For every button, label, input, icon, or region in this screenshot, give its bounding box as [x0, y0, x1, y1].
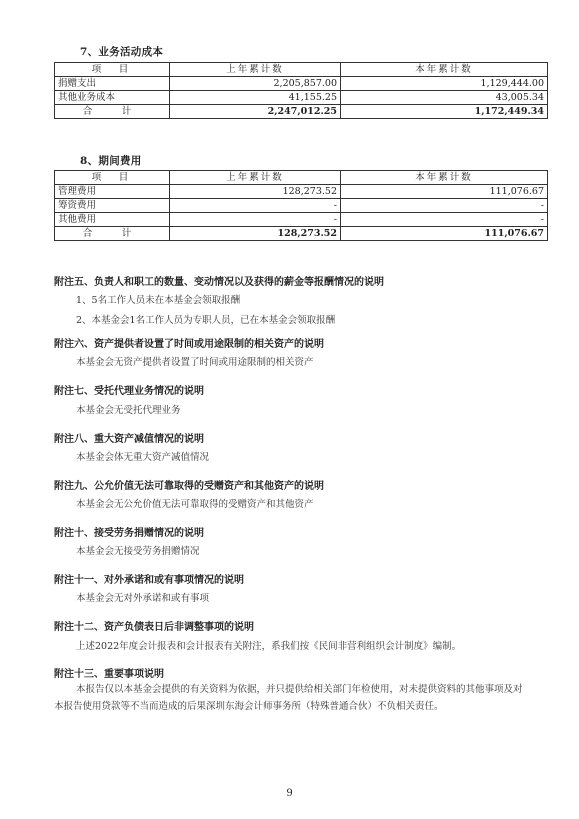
total-this-year: 1,172,449.34: [341, 105, 548, 119]
prev-year-value: 2,205,857.00: [170, 77, 341, 91]
total-this-year: 111,076.67: [341, 227, 548, 241]
total-prev-year: 128,273.52: [170, 227, 341, 241]
header-this-year: 本年累计数: [341, 63, 548, 77]
table-row: [55, 185, 548, 199]
section-7-title: 7、业务活动成本: [80, 46, 164, 58]
header-item: 项 目: [55, 171, 170, 185]
this-year-value: -: [341, 213, 548, 227]
row-label: 捐赠支出: [55, 77, 170, 91]
prev-year-value: 41,155.25: [170, 91, 341, 105]
prev-year-value: 128,273.52: [170, 185, 341, 199]
table-row: [55, 91, 548, 105]
table-row: [55, 77, 548, 91]
table-row: [55, 199, 548, 213]
note-5-line-1: 1、5名工作人员未在本基金会领取报酬: [76, 295, 241, 306]
header-prev-year: 上年累计数: [170, 171, 341, 185]
table-header-row: [55, 63, 548, 77]
this-year-value: 111,076.67: [341, 185, 548, 199]
this-year-value: -: [341, 199, 548, 213]
page-number: 9: [286, 788, 293, 799]
total-row: [55, 227, 548, 241]
note-5-line-2: 2、本基金会1名工作人员为专职人员，已在本基金会领取报酬: [76, 315, 336, 326]
this-year-value: 43,005.34: [341, 91, 548, 105]
header-prev-year: 上年累计数: [170, 63, 341, 77]
note-12-heading: 附注十二、资产负债表日后非调整事项的说明: [54, 622, 254, 633]
header-this-year: 本年累计数: [341, 171, 548, 185]
total-row: [55, 105, 548, 119]
section-8-title: 8、期间费用: [80, 155, 142, 167]
row-label: 其他业务成本: [55, 91, 170, 105]
total-prev-year: 2,247,012.25: [170, 105, 341, 119]
note-7-heading: 附注七、受托代理业务情况的说明: [54, 386, 204, 397]
note-5-heading: 附注五、负责人和职工的数量、变动情况以及获得的薪金等报酬情况的说明: [54, 277, 384, 288]
note-8-body: 本基金会体无重大资产减值情况: [76, 452, 210, 463]
note-9-heading: 附注九、公允价值无法可靠取得的受赠资产和其他资产的说明: [54, 481, 324, 492]
note-8-heading: 附注八、重大资产减值情况的说明: [54, 434, 204, 445]
row-label: 管理费用: [55, 185, 170, 199]
table-row: [55, 213, 548, 227]
prev-year-value: -: [170, 199, 341, 213]
note-9-body: 本基金会无公允价值无法可靠取得的受赠资产和其他资产: [76, 499, 314, 510]
note-10-body: 本基金会无接受劳务捐赠情况: [76, 546, 200, 557]
prev-year-value: -: [170, 213, 341, 227]
note-6-body: 本基金会无资产提供者设置了时间或用途限制的相关资产: [76, 357, 314, 368]
note-6-heading: 附注六、资产提供者设置了时间或用途限制的相关资产的说明: [54, 339, 324, 350]
row-label: 筹资费用: [55, 199, 170, 213]
header-item: 项 目: [55, 63, 170, 77]
note-7-body: 本基金会无受托代理业务: [76, 405, 181, 416]
row-label: 其他费用: [55, 213, 170, 227]
this-year-value: 1,129,444.00: [341, 77, 548, 91]
note-12-body: 上述2022年度会计报表和会计报表有关附注，系我们按《民间非营利组织会计制度》编制。: [76, 641, 462, 652]
business-cost-table: [54, 62, 548, 119]
note-13-body: 本报告仅以本基金会提供的有关资料为依据，并只提供给相关部门年检使用，对未提供资料的其他事项及对本报告使用贷款等不当而造成的后果深圳东海会计师事务所（特殊普通合伙）不负相关责任。: [54, 684, 523, 712]
total-label: 合 计: [55, 227, 170, 241]
total-label: 合 计: [55, 105, 170, 119]
period-expense-table: [54, 170, 548, 241]
note-11-body: 本基金会无对外承诺和或有事项: [76, 593, 210, 604]
table-header-row: [55, 171, 548, 185]
note-13-heading: 附注十三、重要事项说明: [54, 669, 164, 680]
note-10-heading: 附注十、接受劳务捐赠情况的说明: [54, 528, 204, 539]
note-11-heading: 附注十一、对外承诺和或有事项情况的说明: [54, 575, 244, 586]
